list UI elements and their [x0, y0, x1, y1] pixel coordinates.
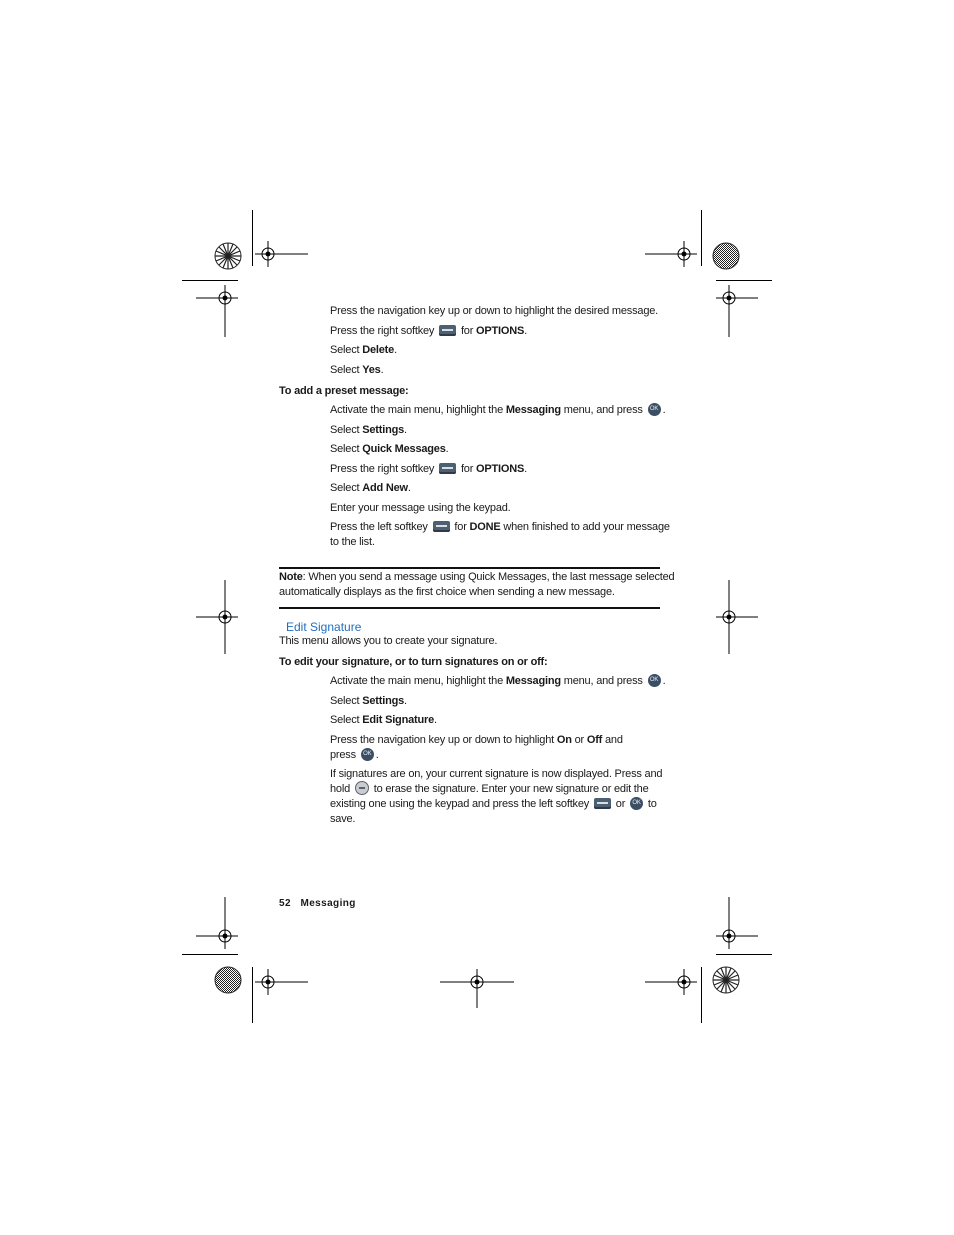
- step-text: If signatures are on, your current signature is now displayed. Press and: [330, 768, 663, 780]
- note-text: Note: When you send a message using Quick Messages, the last message selected: [279, 571, 675, 583]
- clear-key-icon: [355, 781, 369, 795]
- note-rule-top: [279, 567, 660, 569]
- step-text: Activate the main menu, highlight the Messaging menu, and press OK .: [330, 404, 666, 416]
- step-text: Select Settings.: [330, 695, 407, 707]
- step-text: Select Yes.: [330, 364, 384, 376]
- step-text: to the list.: [330, 536, 375, 548]
- step-text: hold to erase the signature. Enter your new signature or edit the: [330, 783, 649, 795]
- step-text: Select Settings.: [330, 424, 407, 436]
- page-number: 52: [279, 898, 291, 909]
- note-text: automatically displays as the first choice when sending a new message.: [279, 586, 615, 598]
- step-text: Select Delete.: [330, 344, 397, 356]
- step-text: Press the navigation key up or down to highlight the desired message.: [330, 305, 659, 317]
- section-intro: This menu allows you to create your signature.: [279, 635, 498, 647]
- step-text: Press the navigation key up or down to highlight On or Off and: [330, 734, 623, 746]
- ok-key-icon: OK: [648, 403, 661, 416]
- step-text: existing one using the keypad and press the left softkey or OK to: [330, 798, 657, 810]
- step-text: Press the right softkey for OPTIONS.: [330, 463, 528, 475]
- step-text: Enter your message using the keypad.: [330, 502, 511, 514]
- procedure-heading: To add a preset message:: [279, 385, 409, 397]
- procedure-heading: To edit your signature, or to turn signatures on or off:: [279, 656, 548, 668]
- page-footer: [279, 898, 356, 909]
- step-text: press OK .: [330, 749, 379, 761]
- step-text: Select Edit Signature.: [330, 714, 437, 726]
- step-text: Press the right softkey for OPTIONS.: [330, 325, 528, 337]
- ok-key-icon: OK: [648, 674, 661, 687]
- ok-key-icon: OK: [630, 797, 643, 810]
- left-softkey-icon: [433, 521, 450, 532]
- right-softkey-icon: [439, 463, 456, 474]
- right-softkey-icon: [439, 325, 456, 336]
- step-text: Activate the main menu, highlight the Messaging menu, and press OK .: [330, 675, 666, 687]
- footer-section: Messaging: [300, 898, 356, 909]
- section-title: Edit Signature: [286, 620, 362, 634]
- note-rule-bottom: [279, 607, 660, 609]
- step-text: Select Add New.: [330, 482, 411, 494]
- step-text: save.: [330, 813, 356, 825]
- step-text: Press the left softkey for DONE when finished to add your message: [330, 521, 670, 533]
- left-softkey-icon: [594, 798, 611, 809]
- step-text: Select Quick Messages.: [330, 443, 449, 455]
- ok-key-icon: OK: [361, 748, 374, 761]
